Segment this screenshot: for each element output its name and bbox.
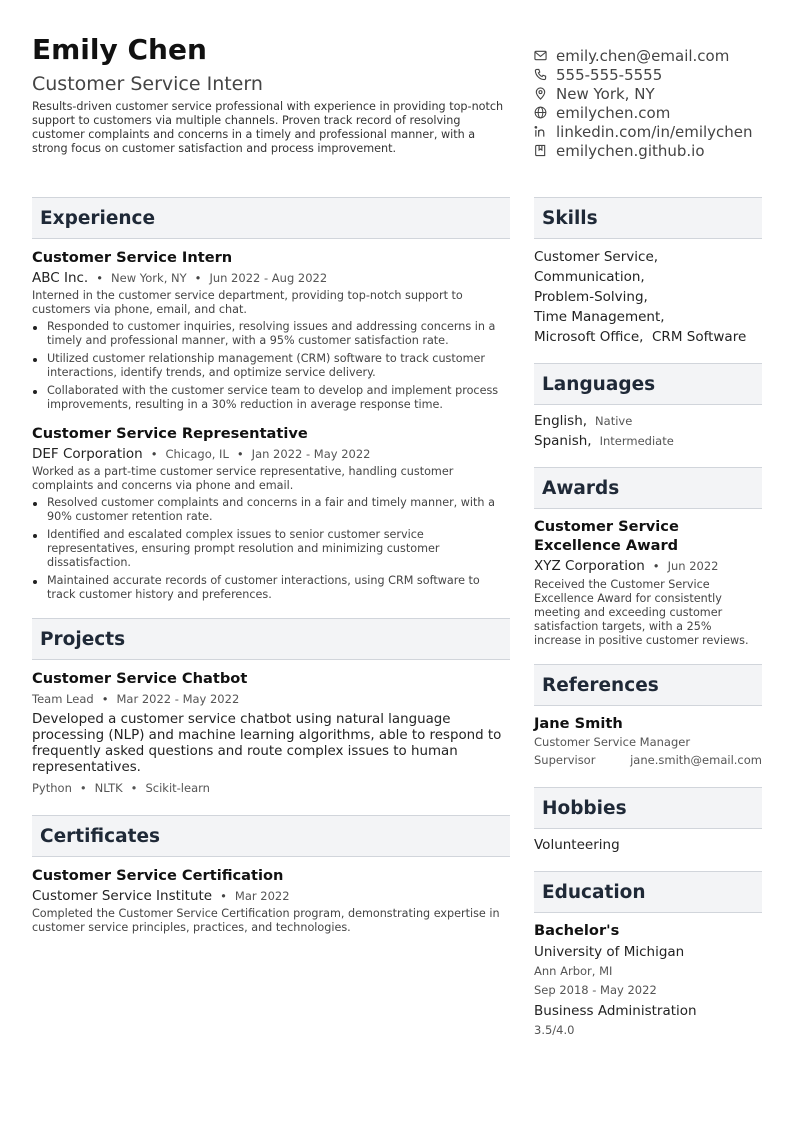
award-issuer: XYZ Corporation bbox=[534, 558, 645, 574]
separator-dot: • bbox=[652, 559, 660, 573]
skill-line: Time Management, bbox=[534, 309, 665, 325]
project-tags bbox=[32, 780, 510, 796]
summary-text: Results-driven customer service professional with experience in providing top-notch support to customers via multiple channels. Proven track record of resolving customer complaints and concerns in a timely and professional manner, with a strong focus on customer satisfaction and process improvement. bbox=[32, 100, 504, 155]
education-degree: Bachelor's bbox=[534, 922, 620, 939]
certificate-description: Completed the Customer Service Certification program, demonstrating expertise in customer service principles, practices, and technologies. bbox=[32, 907, 500, 934]
separator-dot: • bbox=[220, 889, 227, 903]
contact-list bbox=[534, 46, 784, 160]
contact-location-text: New York, NY bbox=[556, 84, 655, 103]
language-level: Intermediate bbox=[599, 434, 674, 448]
education-dates: Sep 2018 - May 2022 bbox=[534, 983, 657, 997]
globe-icon bbox=[534, 106, 547, 119]
side-column bbox=[534, 197, 762, 1039]
award-date: Jun 2022 bbox=[667, 559, 719, 573]
separator-dot: • bbox=[130, 781, 138, 795]
contact-location bbox=[534, 84, 784, 103]
contact-phone[interactable] bbox=[534, 65, 784, 84]
skills-list bbox=[534, 247, 762, 347]
experience-item bbox=[32, 424, 510, 602]
education-field: Business Administration bbox=[534, 1003, 697, 1019]
skill-line: Problem-Solving, bbox=[534, 289, 648, 305]
separator-dot: • bbox=[79, 781, 87, 795]
certificate-title: Customer Service Certification bbox=[32, 867, 284, 884]
certificate-item bbox=[32, 866, 510, 935]
contact-github-text: emilychen.github.io bbox=[556, 141, 705, 160]
company-name: ABC Inc. bbox=[32, 270, 89, 286]
education-location: Ann Arbor, MI bbox=[534, 964, 613, 978]
projects-heading: Projects bbox=[32, 618, 510, 660]
language-item bbox=[534, 411, 762, 431]
skill-line: Communication, bbox=[534, 269, 645, 285]
project-meta bbox=[32, 691, 510, 707]
contact-website-text: emilychen.com bbox=[556, 103, 671, 122]
project-tag: Python bbox=[32, 781, 72, 795]
separator-dot: • bbox=[96, 271, 104, 285]
reference-relation: Supervisor bbox=[534, 753, 596, 767]
award-description: Received the Customer Service Excellence Award for consistently meeting and exceeding customer satisfaction targets, with a 25% increase in positive customer reviews. bbox=[534, 578, 749, 647]
candidate-name: Emily Chen bbox=[32, 33, 207, 66]
job-bullet: Responded to customer inquiries, resolving issues and addressing concerns in a timely and professional manner, with a 95% customer satisfaction rate. bbox=[32, 320, 510, 348]
experience-item bbox=[32, 248, 510, 412]
certificates-heading: Certificates bbox=[32, 815, 510, 857]
book-icon bbox=[534, 144, 547, 157]
education-heading: Education bbox=[534, 871, 762, 913]
job-bullet: Utilized customer relationship management (CRM) software to track customer interactions, identify trends, and optimize service delivery. bbox=[32, 352, 510, 380]
education-item bbox=[534, 921, 762, 1039]
languages-list bbox=[534, 411, 762, 451]
project-tag: NLTK bbox=[94, 781, 123, 795]
experience-heading: Experience bbox=[32, 197, 510, 239]
language-name: Spanish, bbox=[534, 433, 592, 449]
project-description: Developed a customer service chatbot using natural language processing (NLP) and machine learning algorithms, able to respond to frequently asked questions and route complex issues to human representatives. bbox=[32, 712, 502, 775]
certificate-issuer: Customer Service Institute bbox=[32, 888, 213, 904]
job-bullet: Collaborated with the customer service team to develop and implement process improvements, resulting in a 30% reduction in average response time. bbox=[32, 384, 510, 412]
job-bullets bbox=[32, 320, 510, 412]
award-title: Customer Service Excellence Award bbox=[534, 518, 679, 554]
company-name: DEF Corporation bbox=[32, 446, 143, 462]
job-bullets bbox=[32, 496, 510, 602]
language-name: English, bbox=[534, 413, 588, 429]
languages-heading: Languages bbox=[534, 363, 762, 405]
separator-dot: • bbox=[194, 271, 202, 285]
contact-github[interactable] bbox=[534, 141, 784, 160]
contact-linkedin[interactable] bbox=[534, 122, 784, 141]
reference-name: Jane Smith bbox=[534, 715, 623, 732]
reference-email[interactable]: jane.smith@email.com bbox=[630, 753, 762, 767]
project-dates: Mar 2022 - May 2022 bbox=[116, 692, 240, 706]
project-title: Customer Service Chatbot bbox=[32, 670, 248, 687]
job-meta bbox=[32, 446, 510, 462]
hobbies-list bbox=[534, 835, 762, 855]
job-title: Customer Service Representative bbox=[32, 425, 308, 442]
job-bullet: Resolved customer complaints and concerns in a fair and timely manner, with a 90% customer retention rate. bbox=[32, 496, 510, 524]
job-bullet: Identified and escalated complex issues to senior customer service representatives, ensuring prompt resolution and minimizing customer dissatisfaction. bbox=[32, 528, 510, 570]
project-item bbox=[32, 669, 510, 796]
job-bullet: Maintained accurate records of customer interactions, using CRM software to track customer history and preferences. bbox=[32, 574, 510, 602]
contact-email[interactable] bbox=[534, 46, 784, 65]
reference-item bbox=[534, 714, 762, 769]
job-location: New York, NY bbox=[111, 271, 187, 285]
reference-contact-row bbox=[534, 751, 762, 769]
education-school: University of Michigan bbox=[534, 944, 685, 960]
contact-email-text: emily.chen@email.com bbox=[556, 46, 730, 65]
project-role: Team Lead bbox=[32, 692, 94, 706]
job-title: Customer Service Intern bbox=[32, 249, 233, 266]
hobbies-heading: Hobbies bbox=[534, 787, 762, 829]
job-dates: Jan 2022 - May 2022 bbox=[251, 447, 371, 461]
resume-header bbox=[32, 34, 512, 156]
award-item bbox=[534, 517, 762, 648]
job-dates: Jun 2022 - Aug 2022 bbox=[209, 271, 328, 285]
skill-line: Microsoft Office, CRM Software bbox=[534, 329, 747, 345]
hobby-item: Volunteering bbox=[534, 837, 620, 853]
award-meta bbox=[534, 558, 762, 574]
reference-position: Customer Service Manager bbox=[534, 735, 691, 749]
main-column bbox=[32, 197, 510, 935]
certificate-date: Mar 2022 bbox=[234, 889, 290, 903]
skill-line: Customer Service, bbox=[534, 249, 659, 265]
language-item bbox=[534, 431, 762, 451]
references-heading: References bbox=[534, 664, 762, 706]
job-meta bbox=[32, 270, 510, 286]
separator-dot: • bbox=[236, 447, 244, 461]
phone-icon bbox=[534, 68, 547, 81]
linkedin-icon bbox=[534, 125, 547, 138]
map-pin-icon bbox=[534, 87, 547, 100]
project-tag: Scikit-learn bbox=[145, 781, 210, 795]
education-gpa: 3.5/4.0 bbox=[534, 1023, 575, 1037]
job-location: Chicago, IL bbox=[165, 447, 229, 461]
contact-phone-text: 555-555-5555 bbox=[556, 65, 663, 84]
mail-icon bbox=[534, 49, 547, 62]
separator-dot: • bbox=[150, 447, 158, 461]
candidate-title: Customer Service Intern bbox=[32, 73, 263, 95]
contact-website[interactable] bbox=[534, 103, 784, 122]
awards-heading: Awards bbox=[534, 467, 762, 509]
separator-dot: • bbox=[101, 692, 109, 706]
contact-linkedin-text: linkedin.com/in/emilychen bbox=[556, 122, 753, 141]
job-description: Worked as a part-time customer service representative, handling customer complaints and concerns via phone and email. bbox=[32, 465, 454, 492]
job-description: Interned in the customer service department, providing top-notch support to customers via phone, email, and chat. bbox=[32, 289, 463, 316]
skills-heading: Skills bbox=[534, 197, 762, 239]
language-level: Native bbox=[595, 414, 633, 428]
certificate-meta bbox=[32, 888, 510, 904]
